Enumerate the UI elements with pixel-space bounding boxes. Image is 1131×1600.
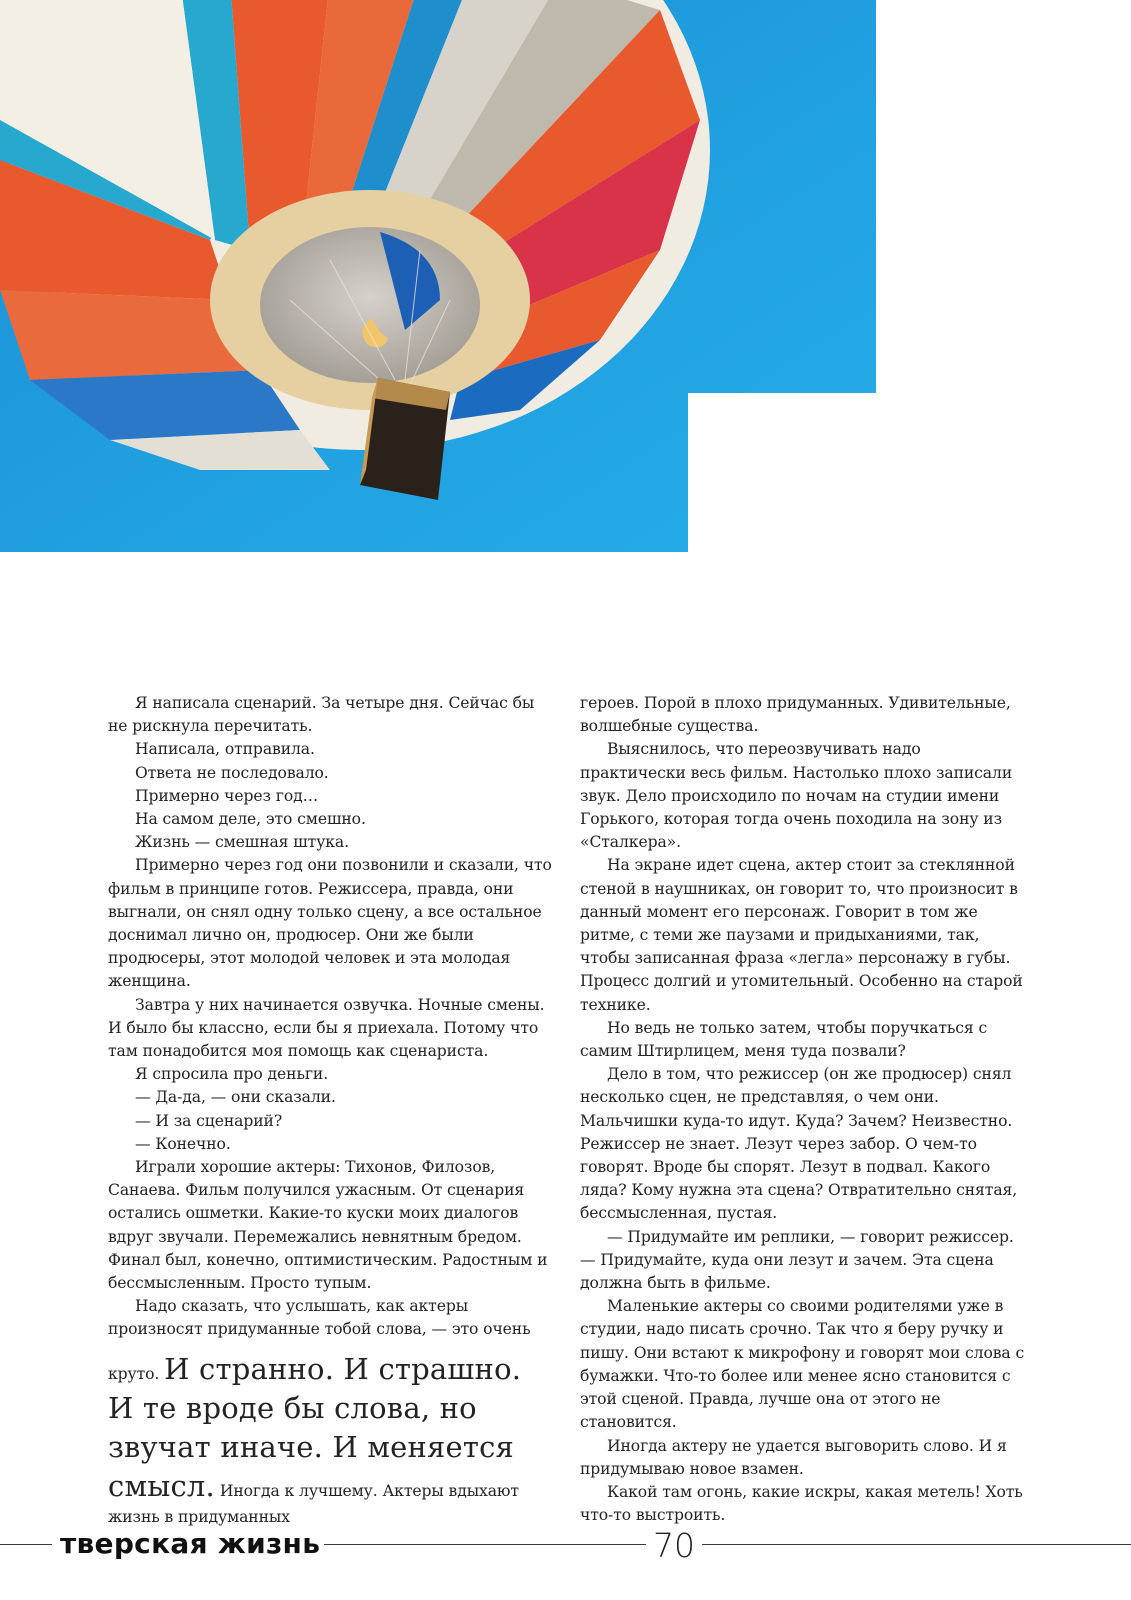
- paragraph: Играли хорошие актеры: Тихонов, Филозов, Санаева. Фильм получился ужасным. От сценария остались ошметки. Какие-то куски моих диалогов вдруг звучали. Перемежались невнятным бредом. Финал был, конечно, оптимистическим. Радостным и бессмысленным. Просто тупым.: [108, 1158, 548, 1293]
- paragraph: героев. Порой в плохо придуманных. Удивительные, волшебные существа.: [580, 694, 1011, 736]
- balloon-photo: [0, 0, 876, 552]
- pull-suffix: Иногда к лучшему. Актеры вдыхают жизнь в придуманных: [108, 1481, 519, 1526]
- paragraph: Завтра у них начинается озвучка. Ночные смены. И было бы классно, если бы я приехала. Потому что там понадобится моя помощь как сценариста.: [108, 995, 545, 1061]
- pull-quote-paragraph: [108, 1350, 556, 1529]
- article-column-left: [108, 692, 556, 1529]
- paragraph: Дело в том, что режиссер (он же продюсер) снял несколько сцен, не представляя, о чем они. Мальчишки куда-то идут. Куда? Зачем? Неизвестно. Режиссер не знает. Лезут через забор. О чем-то говорят. Вроде бы спорят. Лезут в подвал. Какого ляда? Кому нужна эта сцена? Отвратительно снятая, бессмысленная, пустая.: [580, 1065, 1018, 1223]
- paragraph: Примерно через год…: [135, 786, 319, 805]
- footer-rule: [324, 1544, 646, 1545]
- paragraph: Ответа не последовало.: [135, 763, 329, 782]
- balloon-basket: [360, 378, 450, 500]
- paragraph: Маленькие актеры со своими родителями уже в студии, надо писать срочно. Так что я беру ручку и пишу. Они встают к микрофону и говорят мои слова с бумажки. Что-то более или менее ясно становится с этой сценой. Правда, лучше она от этого не становится.: [580, 1297, 1025, 1432]
- page-number: 70: [653, 1526, 695, 1565]
- paragraph: — Конечно.: [135, 1134, 231, 1153]
- paragraph: На самом деле, это смешно.: [135, 810, 366, 829]
- paragraph: Выяснилось, что переозвучивать надо практически весь фильм. Настолько плохо записали звук. Дело происходило по ночам на студии имени Горького, которая тогда очень походила на зону из «Сталкера».: [580, 740, 1013, 852]
- magazine-title: тверская жизнь: [60, 1527, 321, 1560]
- page-footer: [0, 1520, 1131, 1570]
- paragraph: — Да-да, — они сказали.: [135, 1088, 336, 1107]
- balloon-illustration: [0, 0, 876, 552]
- paragraph: Иногда актеру не удается выговорить слово. И я придумываю новое взамен.: [580, 1436, 1007, 1478]
- paragraph: Написала, отправила.: [135, 740, 315, 759]
- paragraph: Но ведь не только затем, чтобы поручкаться с самим Штирлицем, меня туда позвали?: [580, 1018, 988, 1061]
- footer-rule: [702, 1544, 1131, 1545]
- paragraph: Надо сказать, что услышать, как актеры произносят придуманные тобой слова, — это очень: [108, 1297, 531, 1339]
- paragraph: — Придумайте им реплики, — говорит режиссер. — Придумайте, куда они лезут и зачем. Эта сцена должна быть в фильме.: [580, 1227, 1014, 1293]
- paragraph: Жизнь — смешная штука.: [135, 833, 349, 852]
- paragraph: — И за сценарий?: [135, 1111, 283, 1130]
- pull-prefix: круто.: [108, 1364, 160, 1383]
- paragraph: Какой там огонь, какие искры, какая метель! Хоть что-то выстроить.: [580, 1482, 1023, 1525]
- footer-rule: [0, 1544, 52, 1545]
- paragraph: Я спросила про деньги.: [135, 1065, 329, 1084]
- pull-quote: И странно. И страшно. И те вроде бы слова, но звучат иначе. И меняется смысл.: [108, 1351, 522, 1503]
- paragraph: Примерно через год они позвонили и сказали, что фильм в принципе готов. Режиссера, правда, они выгнали, он снял одну только сцену, а все остальное доснимал лично он, продюсер. Они же были продюсеры, этот молодой человек и эта молодая женщина.: [108, 856, 552, 991]
- paragraph: На экране идет сцена, актер стоит за стеклянной стеной в наушниках, он говорит то, что произносит в данный момент его персонаж. Говорит в том же ритме, с теми же паузами и придыханиями, так, чтобы записанная фраза «легла» персонажу в губы. Процесс долгий и утомительный. Особенно на старой технике.: [580, 856, 1023, 1014]
- article-column-right: [580, 692, 1026, 1527]
- paragraph: Я написала сценарий. За четыре дня. Сейчас бы не рискнула перечитать.: [108, 694, 535, 736]
